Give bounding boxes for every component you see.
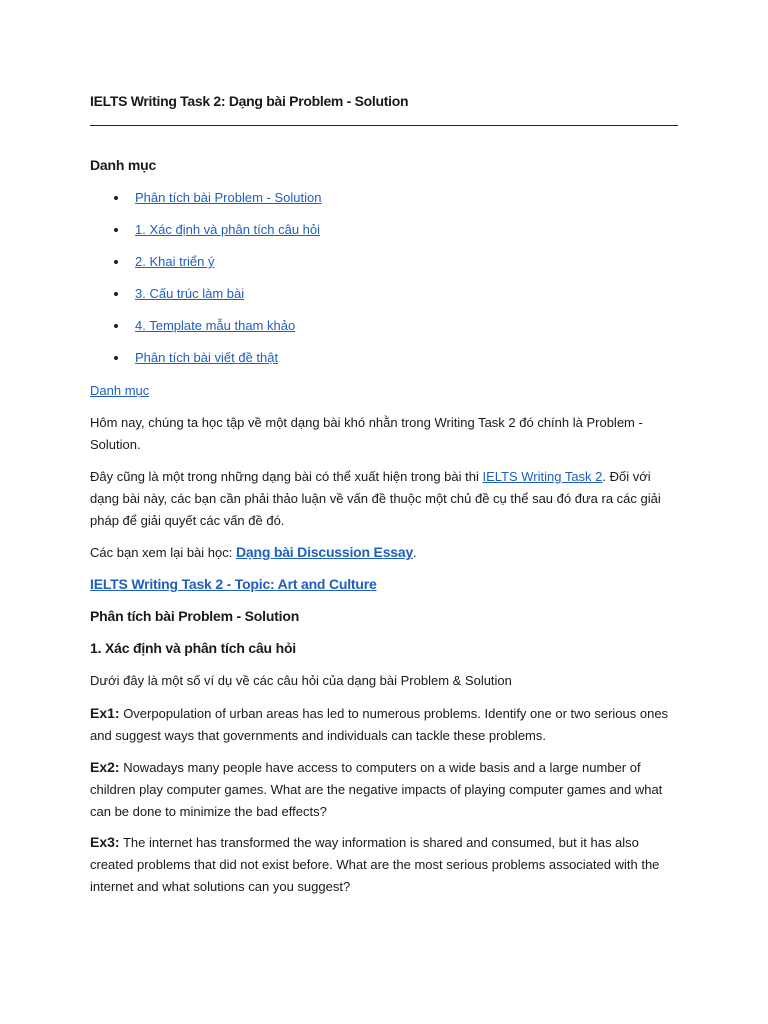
art-culture-topic-link[interactable]: IELTS Writing Task 2 - Topic: Art and Culture [90, 576, 377, 592]
topic-link-row [90, 573, 682, 596]
examples-intro: Dưới đây là một số ví dụ về các câu hỏi của dạng bài Problem & Solution [90, 673, 512, 688]
document-title: IELTS Writing Task 2: Dạng bài Problem - Solution [90, 93, 409, 109]
example-3 [90, 831, 682, 898]
toc-item [90, 246, 678, 278]
description-text-start: Đây cũng là một trong những dạng bài có thể xuất hiện trong bài thi [90, 469, 483, 484]
example-label: Ex2: [90, 759, 120, 775]
intro-paragraph: Hôm nay, chúng ta học tập về một dạng bài khó nhằn trong Writing Task 2 đó chính là Problem - Solution. [90, 415, 643, 452]
discussion-essay-link[interactable]: Dạng bài Discussion Essay [235, 544, 414, 560]
review-period: . [413, 545, 417, 560]
toc-item [90, 214, 678, 246]
toc-item [90, 310, 678, 342]
description-text-end: . Đối với dạng bài này, các bạn cần phải thảo luận về vấn đề thuộc một chủ đề cụ thể sau đó đưa ra các giải pháp để giải quyết các vấn đề đó. [90, 469, 661, 528]
example-1 [90, 702, 682, 747]
review-lesson-paragraph [90, 541, 682, 564]
example-label: Ex1: [90, 705, 120, 721]
section-heading: Phân tích bài Problem - Solution [90, 608, 300, 624]
toc-link-real-exam[interactable]: Phân tích bài viết đề thật [135, 350, 279, 365]
sub-heading: 1. Xác định và phân tích câu hỏi [90, 640, 296, 656]
ielts-task2-link[interactable]: IELTS Writing Task 2 [482, 469, 603, 484]
example-text: Overpopulation of urban areas has led to numerous problems. Identify one or two serious ones and suggest ways that governments and individuals can tackle these problems. [90, 706, 669, 743]
description-paragraph [90, 466, 682, 532]
toc-item [90, 342, 678, 374]
toc-link-structure[interactable]: 3. Cấu trúc làm bài [135, 286, 245, 301]
toc-link-template[interactable]: 4. Template mẫu tham khảo [135, 318, 296, 333]
review-text: Các bạn xem lại bài học: [90, 545, 236, 560]
toc-link-develop-ideas[interactable]: 2. Khai triển ý [135, 254, 215, 269]
toc-item [90, 182, 678, 214]
example-label: Ex3: [90, 834, 120, 850]
toc-list [90, 182, 678, 374]
toc-link-identify-question[interactable]: 1. Xác định và phân tích câu hỏi [135, 222, 321, 237]
toc-heading: Danh mục [90, 157, 157, 173]
toc-item [90, 278, 678, 310]
example-text: The internet has transformed the way information is shared and consumed, but it has also created problems that did not exist before. What are the most serious problems associated with the internet and what solutions can you suggest? [90, 835, 660, 894]
example-text: Nowadays many people have access to computers on a wide basis and a large number of children play computer games. What are the negative impacts of playing computer games and what can be done to minimize the bad effects? [90, 760, 663, 819]
example-2 [90, 756, 682, 823]
toc-back-link[interactable]: Danh mục [90, 383, 150, 398]
toc-link-problem-solution[interactable]: Phân tích bài Problem - Solution [135, 190, 322, 205]
toc-link-row [90, 380, 682, 402]
title-divider [90, 125, 678, 126]
